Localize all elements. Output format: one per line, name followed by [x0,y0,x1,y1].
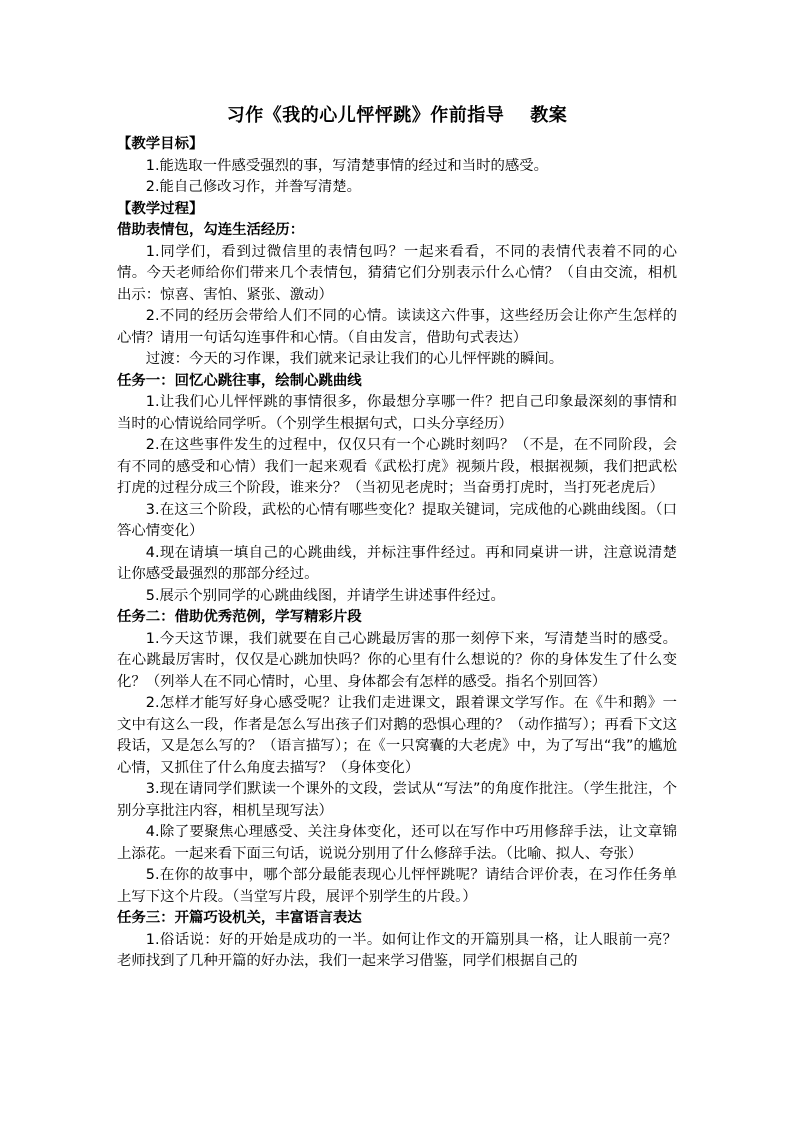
document-title [117,104,677,128]
part0-heading: 借助表情包，勾连生活经历： [117,222,305,238]
paragraph: 1.今天这节课，我们就要在自己心跳最厉害的那一刻停下来，写清楚当时的感受。在心跳最厉害时，仅仅是心跳加快吗？你的心里有什么想说的？你的身体发生了什么变化？（列举人在不同心情时，心里、身体都会有怎样的感受。指名个别回答） [117,630,677,690]
title-main: 习作《我的心儿怦怦跳》作前指导 [226,105,505,126]
goals-heading: 【教学目标】 [117,136,204,152]
paragraph: 2.不同的经历会带给人们不同的心情。读读这六件事，这些经历会让你产生怎样的心情？请用一句话勾连事件和心情。（自由发言，借助句式表达） [117,308,677,346]
paragraph: 5.在你的故事中，哪个部分最能表现心儿怦怦跳呢？请结合评价表，在习作任务单上写下这个片段。（当堂写片段，展评个别学生的片段。） [117,867,677,905]
paragraph: 4.除了要聚焦心理感受、关注身体变化，还可以在写作中巧用修辞手法，让文章锦上添花。一起来看下面三句话，说说分别用了什么修辞手法。（比喻、拟人、夸张） [117,824,677,862]
task3-heading: 任务三：开篇巧设机关，丰富语言表达 [117,910,362,926]
process-heading: 【教学过程】 [117,200,204,217]
paragraph: 5.展示个别同学的心跳曲线图，并请学生讲述事件经过。 [145,587,505,604]
task1-heading: 任务一：回忆心跳往事，绘制心跳曲线 [117,372,362,389]
paragraph: 过渡：今天的习作课，我们就来记录让我们的心儿怦怦跳的瞬间。 [145,351,564,367]
paragraph: 2.怎样才能写好身心感受呢？让我们走进课文，跟着课文学写作。在《牛和鹅》一文中有这么一段，作者是怎么写出孩子们对鹅的恐惧心理的？（动作描写）；再看下文这段话，又是怎么写的？（语言描写）；在《一只窝囊的大老虎》中，为了写出“我”的尴尬心情，又抓住了什么角度去描写？（身体变化） [117,695,677,776]
paragraph: 3.在这三个阶段，武松的心情有哪些变化？提取关键词，完成他的心跳曲线图。（口答心情变化） [117,501,677,539]
document-body [117,134,677,973]
task2-heading: 任务二：借助优秀范例，学写精彩片段 [117,609,362,625]
paragraph: 1.俗话说：好的开始是成功的一半。如何让作文的开篇别具一格，让人眼前一亮？老师找到了几种开篇的好办法，我们一起来学习借鉴，同学们根据自己的 [117,931,677,969]
paragraph: 3.现在请同学们默读一个课外的文段，尝试从“写法”的角度作批注。（学生批注，个别分享批注内容，相机呈现写法） [117,781,677,819]
paragraph: 4.现在请填一填自己的心跳曲线，并标注事件经过。再和同桌讲一讲，注意说清楚让你感受最强烈的那部分经过。 [117,544,677,582]
title-suffix: 教案 [530,105,568,126]
goal-item: 1.能选取一件感受强烈的事，写清楚事情的经过和当时的感受。 [145,157,549,174]
paragraph: 1.让我们心儿怦怦跳的事情很多，你最想分享哪一件？把自己印象最深刻的事情和当时的心情说给同学听。（个别学生根据句式，口头分享经历） [117,394,677,432]
goal-item: 2.能自己修改习作，并誊写清楚。 [145,179,361,195]
paragraph: 1.同学们，看到过微信里的表情包吗？一起来看看，不同的表情代表着不同的心情。今天老师给你们带来几个表情包，猜猜它们分别表示什么心情？（自由交流，相机出示：惊喜、害怕、紧张、激动） [117,243,677,303]
paragraph: 2.在这些事件发生的过程中，仅仅只有一个心跳时刻吗？（不是，在不同阶段，会有不同的感受和心情）我们一起来观看《武松打虎》视频片段，根据视频，我们把武松打虎的过程分成三个阶段，谁来分？（当初见老虎时；当奋勇打虎时，当打死老虎后） [117,437,677,496]
